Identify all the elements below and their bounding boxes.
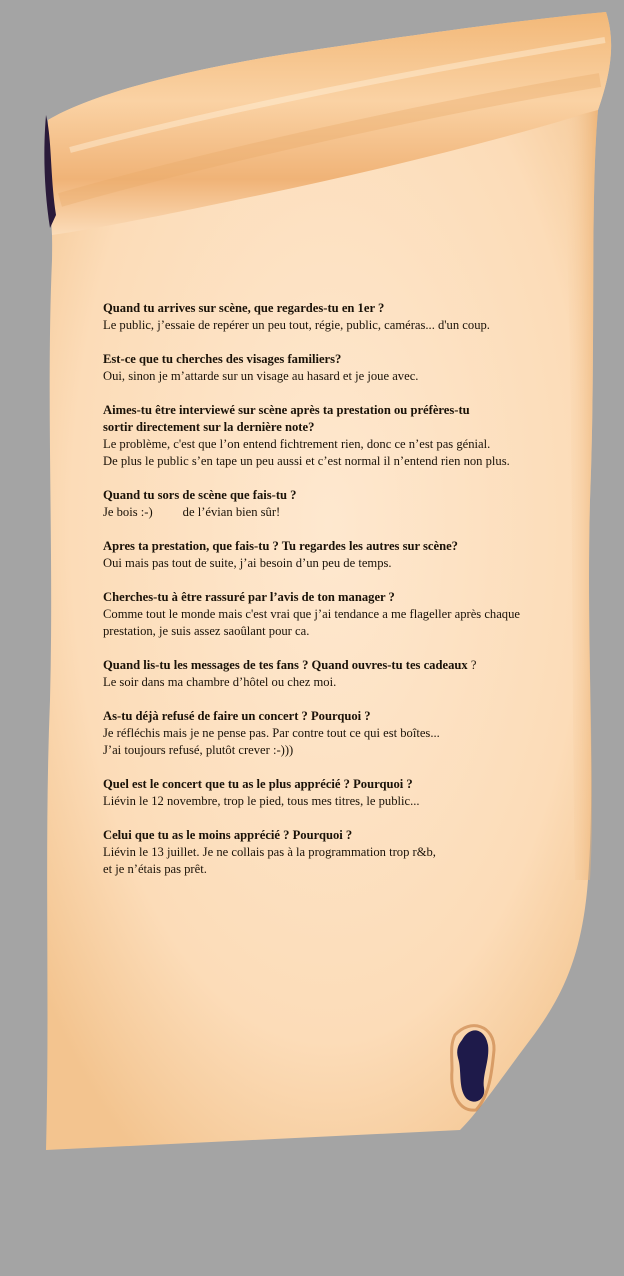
question: Est-ce que tu cherches des visages familiers? [103, 352, 342, 366]
qa-block [103, 708, 583, 759]
qa-block [103, 538, 583, 572]
answer: Liévin le 13 juillet. Je ne collais pas à la programmation trop r&b, [103, 845, 436, 859]
question: Celui que tu as le moins apprécié ? Pourquoi ? [103, 828, 353, 842]
answer-part: Je bois :-) [103, 505, 153, 519]
answer: Le public, j’essaie de repérer un peu tout, régie, public, caméras... d'un coup. [103, 318, 490, 332]
question: Quand tu sors de scène que fais-tu ? [103, 488, 297, 502]
question: Quel est le concert que tu as le plus apprécié ? Pourquoi ? [103, 777, 413, 791]
question: Aimes-tu être interviewé sur scène après ta prestation ou préfères-tu [103, 403, 470, 417]
answer: Oui mais pas tout de suite, j’ai besoin d’un peu de temps. [103, 556, 392, 570]
question-bold: Quand lis-tu les messages de tes fans ? Quand ouvres-tu tes cadeaux [103, 658, 468, 672]
question-tail: ? [467, 658, 477, 672]
question: Quand tu arrives sur scène, que regardes-tu en 1er ? [103, 301, 385, 315]
answer: Comme tout le monde mais c'est vrai que j’ai tendance a me flageller après chaque [103, 607, 520, 621]
answer: J’ai toujours refusé, plutôt crever :-))) [103, 743, 294, 757]
question: Apres ta prestation, que fais-tu ? Tu regardes les autres sur scène? [103, 539, 458, 553]
answer: Oui, sinon je m’attarde sur un visage au hasard et je joue avec. [103, 369, 419, 383]
qa-block [103, 827, 583, 878]
qa-block [103, 589, 583, 640]
answer: Le problème, c'est que l’on entend fichtrement rien, donc ce n’est pas génial. [103, 437, 491, 451]
answer [103, 504, 583, 521]
question: sortir directement sur la dernière note? [103, 420, 315, 434]
question: As-tu déjà refusé de faire un concert ? Pourquoi ? [103, 709, 371, 723]
answer: Je réfléchis mais je ne pense pas. Par contre tout ce qui est boîtes... [103, 726, 440, 740]
answer: De plus le public s’en tape un peu aussi et c’est normal il n’entend rien non plus. [103, 454, 510, 468]
qa-block [103, 300, 583, 334]
answer: Liévin le 12 novembre, trop le pied, tous mes titres, le public... [103, 794, 420, 808]
answer: prestation, je suis assez saoûlant pour ca. [103, 624, 310, 638]
answer: et je n’étais pas prêt. [103, 862, 207, 876]
answer-part: de l’évian bien sûr! [182, 505, 281, 519]
qa-block [103, 487, 583, 521]
qa-block [103, 351, 583, 385]
question: Cherches-tu à être rassuré par l’avis de ton manager ? [103, 590, 395, 604]
interview-text [103, 300, 583, 895]
qa-block [103, 776, 583, 810]
answer: Le soir dans ma chambre d’hôtel ou chez moi. [103, 675, 337, 689]
qa-block [103, 402, 583, 470]
question [103, 657, 583, 674]
qa-block [103, 657, 583, 691]
